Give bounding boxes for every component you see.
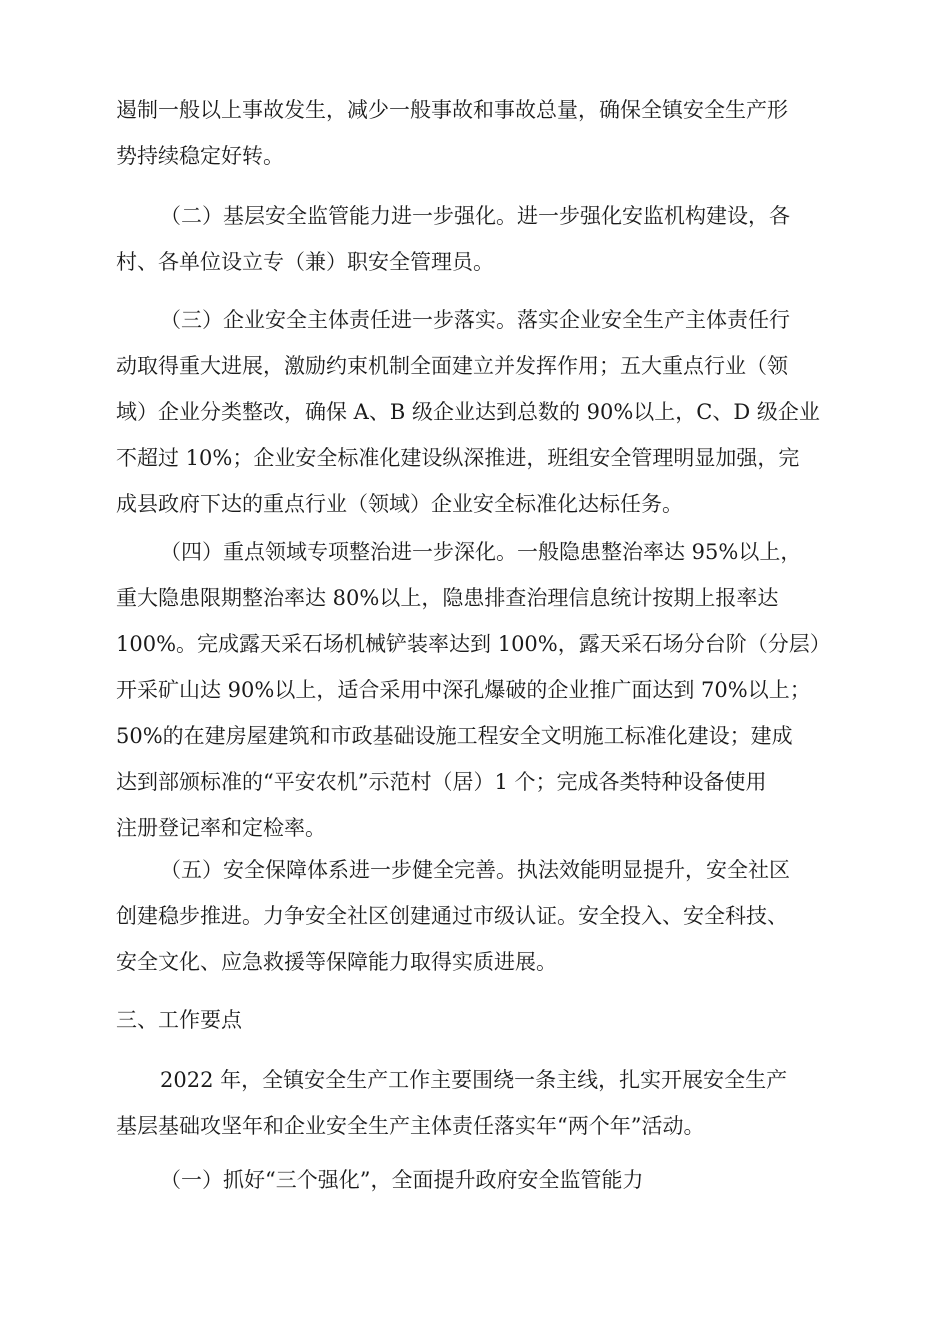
paragraph-line: 达到部颁标准的“平安农机”示范村（居）1 个；完成各类特种设备使用 <box>116 770 767 794</box>
paragraph-line: （四）重点领域专项整治进一步深化。一般隐患整治率达 95%以上， <box>160 540 802 564</box>
section-heading-work-points <box>116 997 836 1043</box>
paragraph-line: 动取得重大进展，激励约束机制全面建立并发挥作用；五大重点行业（领 <box>116 354 788 378</box>
paragraph-line: 基层基础攻坚年和企业安全生产主体责任落实年“两个年”活动。 <box>116 1114 705 1138</box>
paragraph-safety-support-system <box>116 847 836 985</box>
subheading-line: （一）抓好“三个强化”，全面提升政府安全监管能力 <box>160 1168 644 1192</box>
paragraph-line: （二）基层安全监管能力进一步强化。进一步强化安监机构建设，各 <box>160 204 790 228</box>
paragraph-key-area-rectification <box>116 529 836 851</box>
subheading-three-strengthenings <box>116 1157 836 1203</box>
paragraph-enterprise-responsibility <box>116 297 836 527</box>
section-heading-line: 三、工作要点 <box>116 1008 242 1032</box>
paragraph-line: （三）企业安全主体责任进一步落实。落实企业安全生产主体责任行 <box>160 308 790 332</box>
paragraph-line: 2022 年，全镇安全生产工作主要围绕一条主线，扎实开展安全生产 <box>160 1068 788 1092</box>
paragraph-line: （五）安全保障体系进一步健全完善。执法效能明显提升，安全社区 <box>160 858 790 882</box>
paragraph-line: 创建稳步推进。力争安全社区创建通过市级认证。安全投入、安全科技、 <box>116 904 788 928</box>
paragraph-line: 开采矿山达 90%以上，适合采用中深孔爆破的企业推广面达到 70%以上； <box>116 678 811 702</box>
paragraph-line: 安全文化、应急救援等保障能力取得实质进展。 <box>116 950 557 974</box>
paragraph-line: 注册登记率和定检率。 <box>116 816 326 840</box>
paragraph-grassroots-supervision <box>116 193 836 285</box>
paragraph-line: 遏制一般以上事故发生，减少一般事故和事故总量，确保全镇安全生产形 <box>116 98 788 122</box>
paragraph-line: 村、各单位设立专（兼）职安全管理员。 <box>116 250 494 274</box>
paragraph-line: 重大隐患限期整治率达 80%以上，隐患排查治理信息统计按期上报率达 <box>116 586 779 610</box>
paragraph-work-mainline <box>116 1057 836 1149</box>
paragraph-safety-goal-continued <box>116 87 836 179</box>
paragraph-line: 势持续稳定好转。 <box>116 144 284 168</box>
paragraph-line: 成县政府下达的重点行业（领域）企业安全标准化达标任务。 <box>116 492 683 516</box>
paragraph-line: 100%。完成露天采石场机械铲装率达到 100%，露天采石场分台阶（分层） <box>116 632 831 656</box>
paragraph-line: 域）企业分类整改，确保 A、B 级企业达到总数的 90%以上，C、D 级企业 <box>116 400 820 424</box>
paragraph-line: 50%的在建房屋建筑和市政基础设施工程安全文明施工标准化建设；建成 <box>116 724 793 748</box>
paragraph-line: 不超过 10%；企业安全标准化建设纵深推进，班组安全管理明显加强，完 <box>116 446 800 470</box>
